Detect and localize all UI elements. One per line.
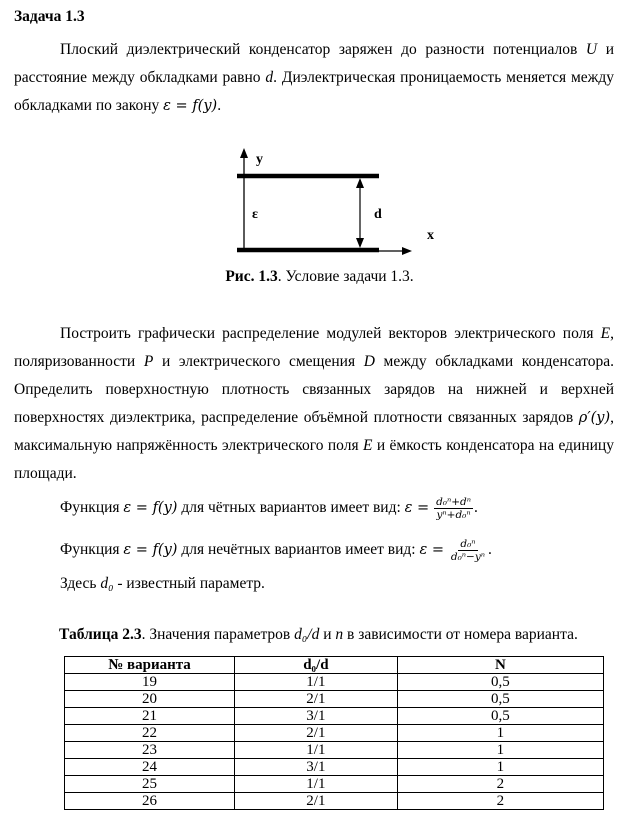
cell-variant: 24: [65, 759, 235, 776]
table-caption-text: в зависимости от номера варианта.: [343, 626, 578, 643]
distance-arrow-bottom: [356, 238, 364, 248]
cell-n: 0,5: [397, 708, 603, 725]
table-row: [65, 674, 604, 691]
fraction-numerator: d₀ⁿ+dⁿ: [436, 496, 472, 508]
figure-caption: [0, 268, 639, 286]
function-even-text: Функция: [60, 499, 124, 517]
note-text: Здесь: [60, 575, 101, 592]
cell-n: 0,5: [397, 691, 603, 708]
table-caption-ratio: d₀/d: [294, 626, 320, 643]
intro-paragraph: [14, 36, 614, 120]
cell-n: 2: [397, 776, 603, 793]
function-odd-fraction: [449, 538, 487, 563]
task-paragraph: [14, 320, 614, 488]
cell-variant: 22: [65, 725, 235, 742]
header-ratio: d₀/d: [235, 657, 398, 674]
var-P: P: [143, 353, 154, 370]
cell-ratio: 2/1: [235, 691, 398, 708]
intro-text: .: [217, 97, 222, 114]
task-text: , поляризованности: [14, 325, 614, 370]
function-even-end: .: [474, 499, 478, 517]
intro-text: . Диэлектрическая проницаемость меняется между обкладками по закону: [14, 69, 614, 114]
function-odd: [60, 538, 492, 563]
label-d: d: [374, 207, 382, 222]
cell-ratio: 3/1: [235, 759, 398, 776]
y-axis-arrow: [240, 148, 248, 158]
rho-formula: ρ′(y): [578, 410, 611, 426]
table-row: [65, 725, 604, 742]
fraction-numerator: d₀ⁿ: [460, 538, 476, 550]
function-even-text: для чётных вариантов имеет вид:: [177, 499, 405, 517]
cell-variant: 23: [65, 742, 235, 759]
table-row: [65, 708, 604, 725]
cell-variant: 21: [65, 708, 235, 725]
task-text: Построить графически распределение модулей векторов электрического поля: [60, 325, 601, 342]
header-n: N: [397, 657, 603, 674]
header-variant: № варианта: [65, 657, 235, 674]
label-y: y: [256, 152, 263, 167]
cell-n: 1: [397, 725, 603, 742]
table-caption-text: и: [319, 626, 336, 643]
figure-caption-bold: Рис. 1.3: [225, 268, 278, 285]
intro-text: и расстояние между обкладками равно: [14, 41, 614, 86]
function-even-fraction: [434, 496, 473, 521]
function-odd-text: Функция: [60, 541, 124, 559]
cell-ratio: 1/1: [235, 674, 398, 691]
var-d0: d₀: [100, 575, 114, 592]
label-x: x: [427, 228, 434, 243]
task-text: и ёмкость конденсатора на единицу площади.: [14, 437, 614, 482]
intro-text: Плоский диэлектрический конденсатор заряжен до разности потенциалов: [60, 41, 586, 58]
table-row: [65, 793, 604, 810]
fraction-denominator: d₀ⁿ−yⁿ: [450, 551, 486, 563]
x-axis-arrow: [402, 247, 412, 255]
table-row: [65, 759, 604, 776]
table-row: [65, 776, 604, 793]
table-caption: [59, 626, 578, 644]
var-E: E: [362, 437, 373, 454]
task-text: между обкладками конденсатора. Определить поверхностную плотность связанных зарядов на нижней и верхней поверхностях диэлектрика, распределение объёмной плотности связанных зарядов: [14, 353, 615, 426]
cell-ratio: 1/1: [235, 776, 398, 793]
problem-title: Задача 1.3: [14, 8, 85, 25]
table-header-row: [65, 657, 604, 674]
function-even: [60, 496, 478, 521]
cell-n: 1: [397, 742, 603, 759]
table-caption-bold: Таблица 2.3: [59, 626, 142, 643]
cell-n: 2: [397, 793, 603, 810]
cell-variant: 20: [65, 691, 235, 708]
task-text: , максимальную напряжённость электрического поля: [14, 409, 614, 454]
cell-ratio: 2/1: [235, 725, 398, 742]
var-d: d: [265, 69, 274, 86]
var-E: E: [600, 325, 611, 342]
fraction-denominator: yⁿ+d₀ⁿ: [436, 509, 471, 521]
cell-n: 0,5: [397, 674, 603, 691]
var-D: D: [363, 353, 375, 370]
distance-arrow-top: [356, 178, 364, 188]
function-odd-law: ε = f(y): [123, 542, 178, 559]
table-caption-n: n: [335, 626, 344, 643]
label-epsilon: ε: [252, 207, 258, 222]
function-odd-end: .: [488, 541, 492, 559]
cell-ratio: 2/1: [235, 793, 398, 810]
function-even-law: ε = f(y): [123, 500, 178, 517]
cell-ratio: 1/1: [235, 742, 398, 759]
cell-ratio: 3/1: [235, 708, 398, 725]
table-row: [65, 691, 604, 708]
cell-n: 1: [397, 759, 603, 776]
table-caption-text: . Значения параметров: [141, 626, 295, 643]
figure-caption-text: . Условие задачи 1.3.: [277, 268, 414, 285]
function-odd-eps: ε =: [419, 542, 444, 559]
note-text: - известный параметр.: [113, 575, 265, 592]
table-row: [65, 742, 604, 759]
cell-variant: 26: [65, 793, 235, 810]
cell-variant: 19: [65, 674, 235, 691]
law-formula: ε = f(y): [163, 98, 218, 114]
function-odd-text: для нечётных вариантов имеет вид:: [177, 541, 420, 559]
note-line: [60, 572, 265, 596]
task-text: и электрического смещения: [153, 353, 364, 370]
cell-variant: 25: [65, 776, 235, 793]
function-even-eps: ε =: [404, 500, 430, 517]
var-U: U: [585, 41, 598, 58]
parameters-table: [64, 656, 604, 810]
capacitor-figure: [0, 140, 639, 265]
